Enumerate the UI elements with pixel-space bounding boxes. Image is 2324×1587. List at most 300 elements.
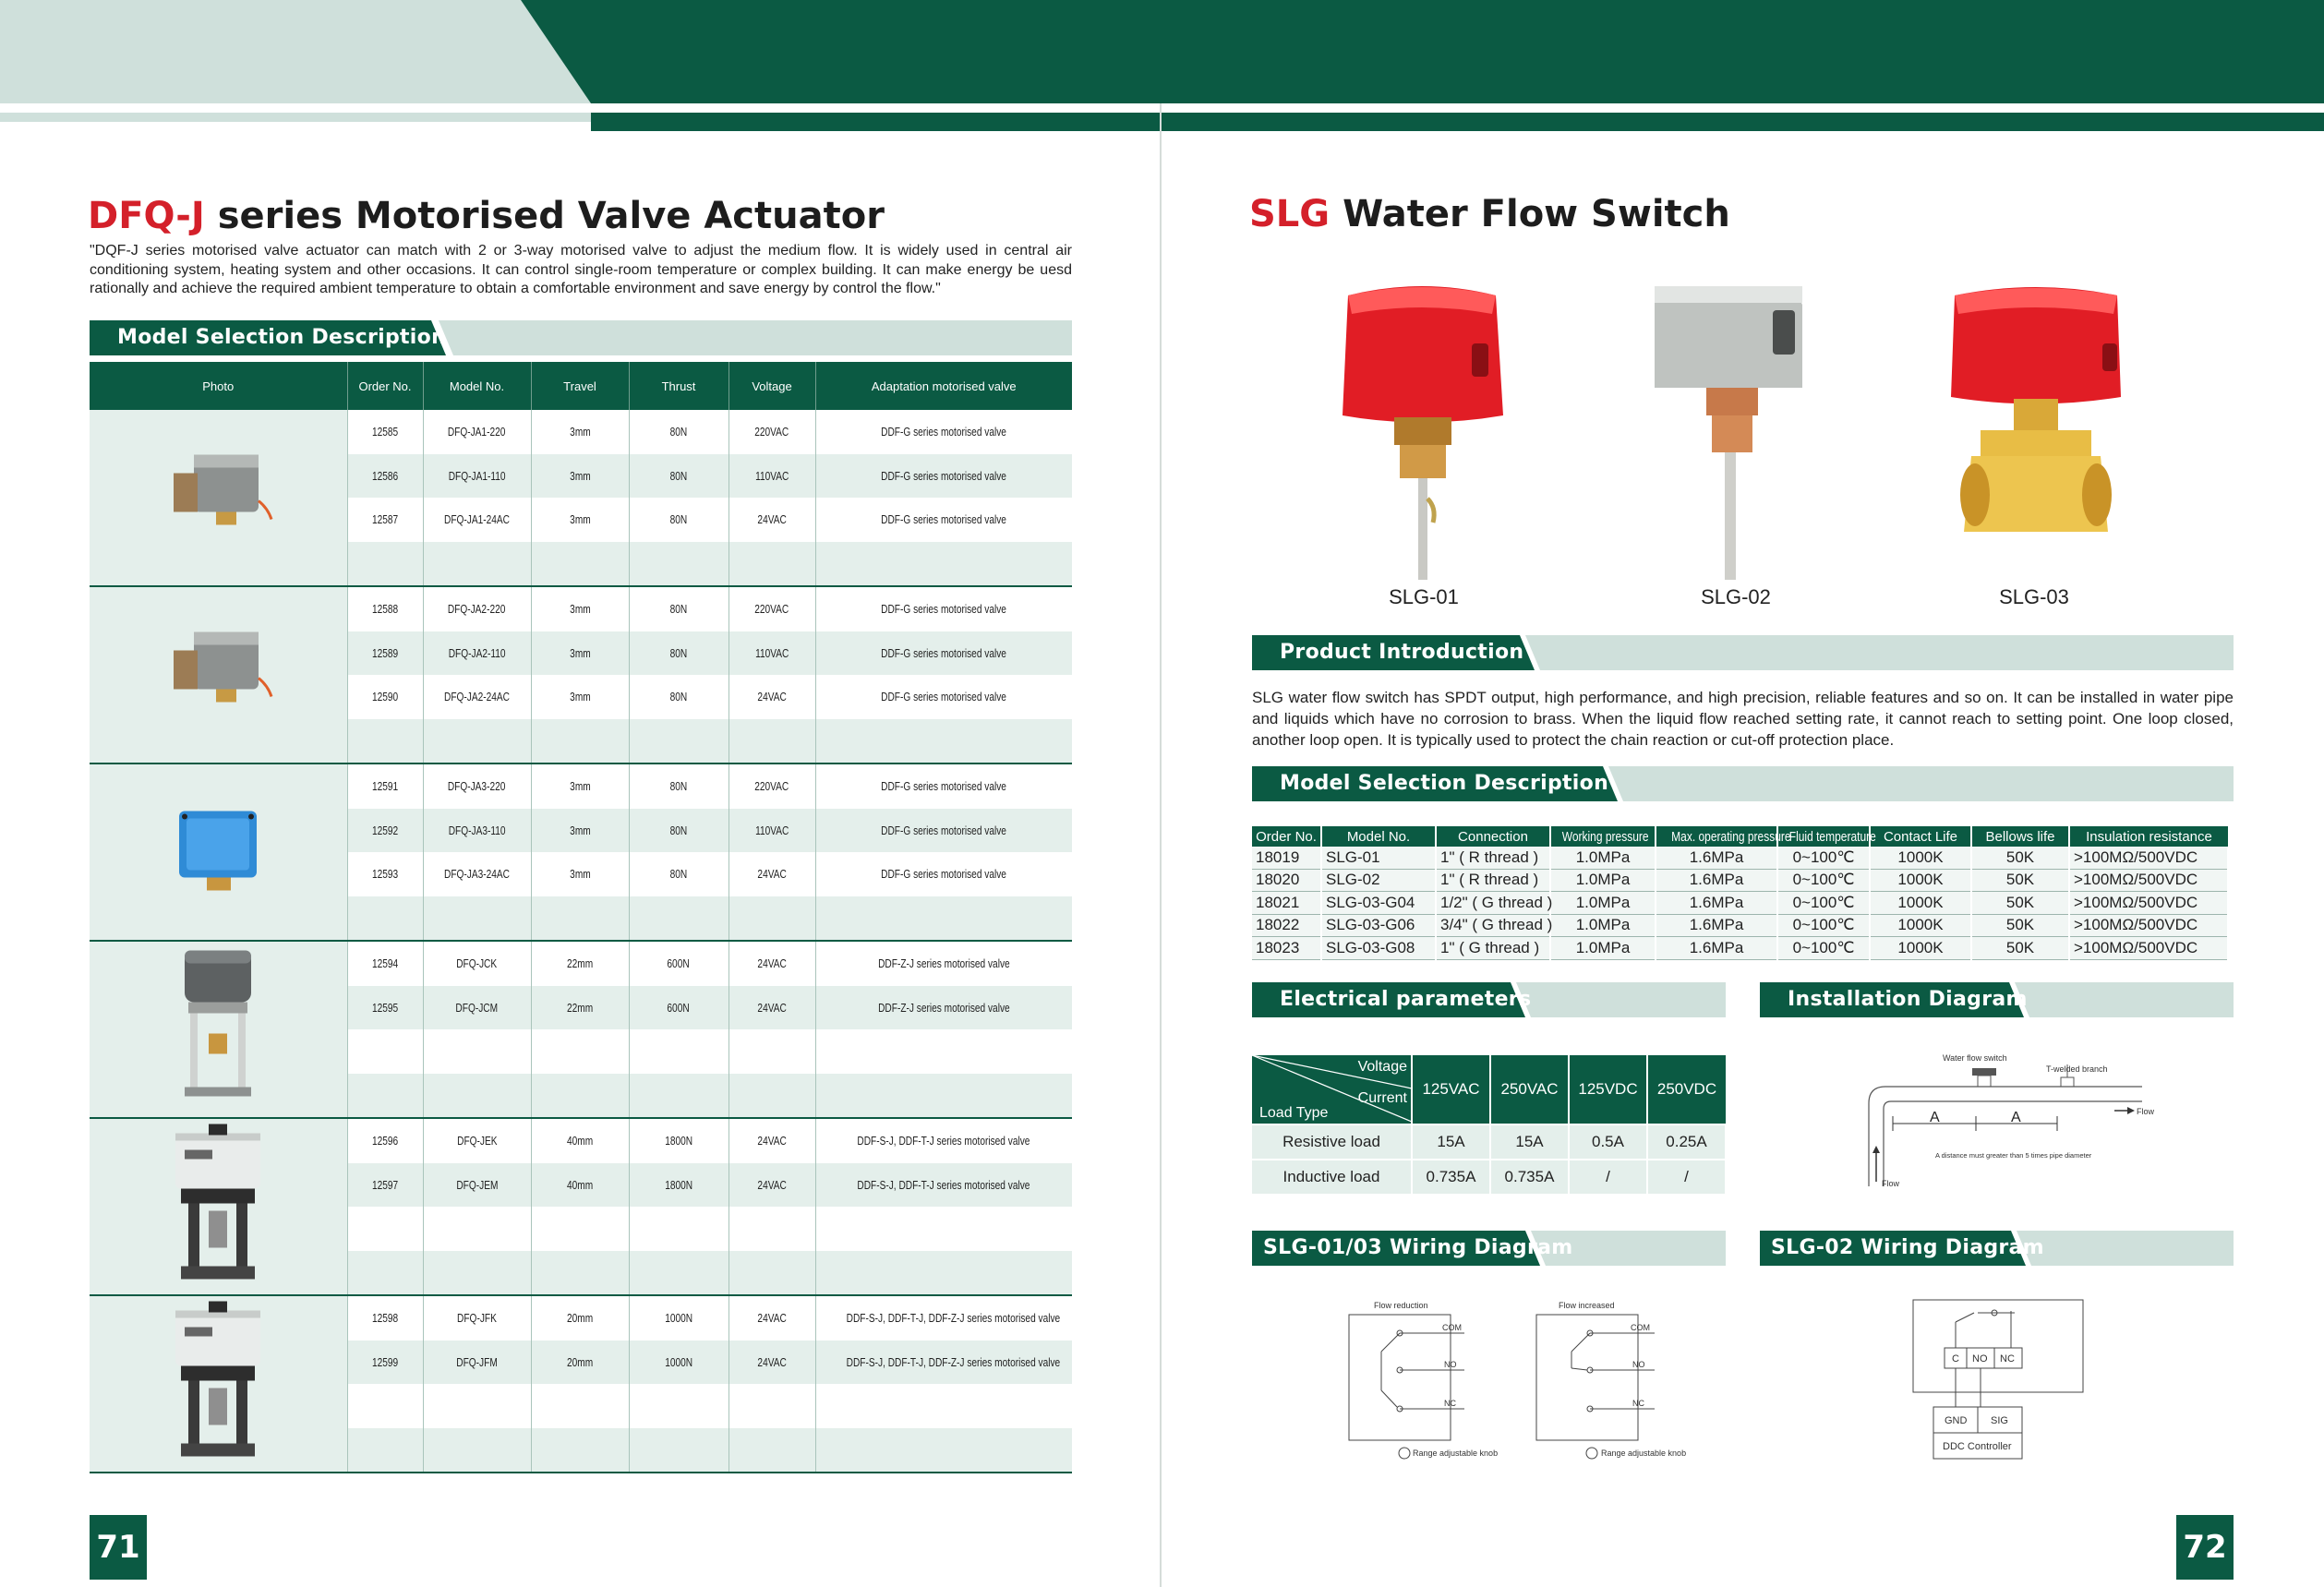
cell-text: 110VAC [754,645,789,660]
table-cell [729,410,815,454]
table-cell [815,1295,1072,1341]
table-cell: 1" ( R thread ) [1436,869,1550,892]
table-cell: 1000K [1870,892,1971,915]
empty-cell [729,719,815,764]
table-cell [347,631,423,676]
table-cell [629,1295,729,1341]
table-cell: 50K [1971,937,2069,960]
table-cell [729,1295,815,1341]
cell-text: DDF-S-J, DDF-T-J, DDF-Z-J series motorised valve [846,1354,1060,1369]
empty-cell [729,1251,815,1296]
page-number-left: 71 [90,1515,147,1580]
red-flow-switch-icon [1330,277,1514,582]
empty-cell [347,1074,423,1119]
table-cell [531,631,629,676]
wiring-02-no: NO [1972,1353,1988,1365]
cell-text: DFQ-JA2-220 [448,602,506,617]
wiring-flow-increased [1536,1301,1686,1459]
table-cell [729,586,815,631]
empty-cell [815,1207,1072,1251]
slg-col-header-text: Connection [1458,828,1528,845]
cell-text: 12593 [371,867,399,882]
table-cell [531,586,629,631]
slg-col-header [1436,826,1550,847]
right-title-text: Water Flow Switch [1330,193,1730,235]
table-cell [423,410,531,454]
cell-text: 12585 [371,425,399,439]
electrical-value: 0.735A [1412,1160,1490,1194]
cell-text: DDF-Z-J series motorised valve [877,956,1010,971]
cell-text: DFQ-JA3-24AC [443,867,511,882]
electrical-value: / [1647,1160,1726,1194]
cell-text: DDF-S-J, DDF-T-J series motorised valve [857,1134,1030,1148]
table-cell: >100MΩ/500VDC [2069,869,2228,892]
table-cell: 1000K [1870,869,1971,892]
cell-text: DFQ-JA3-110 [448,823,506,837]
table-cell [531,809,629,853]
cell-text: 80N [669,468,688,483]
cell-text: DDF-S-J, DDF-T-J, DDF-Z-J series motorised valve [846,1311,1060,1326]
empty-cell [423,1251,531,1296]
table-cell: 1/2" ( G thread ) [1436,892,1550,915]
wiring-right-caption: Flow increased [1559,1301,1615,1310]
table-cell: 18023 [1252,937,1321,960]
cell-text: 1800N [665,1134,692,1148]
empty-cell [629,542,729,587]
table-cell [347,586,423,631]
gray-actuator-icon [163,446,273,550]
cell-text: DFQ-JA1-24AC [443,512,511,527]
wiring-left-no: NO [1444,1360,1457,1369]
table-row [90,763,1072,809]
cell-text: 3mm [569,602,591,617]
table-cell: SLG-03-G06 [1321,914,1436,937]
cell-text: 80N [669,867,688,882]
table-cell [629,941,729,986]
slg-col-header-text: Working pressure [1561,828,1649,845]
cell-text: DDF-Z-J series motorised valve [877,1000,1010,1015]
left-title-text: series Motorised Valve Actuator [204,195,885,237]
cell-text: DDF-G series motorised valve [881,425,1007,439]
table-cell [423,1163,531,1208]
table-cell [347,454,423,499]
table-cell [815,586,1072,631]
slg-col-header-text: Max. operating pressure [1671,828,1791,845]
white-actuator-icon [163,1123,273,1292]
slg-col-header [1321,826,1436,847]
red-brass-flow-switch-icon [1944,277,2128,545]
empty-cell [423,896,531,942]
wiring-left-knob: Range adjustable knob [1413,1449,1499,1458]
table-cell [729,454,815,499]
empty-cell [347,1029,423,1074]
slg-col-header-text: Insulation resistance [2086,828,2212,845]
right-intro-paragraph: SLG water flow switch has SPDT output, high performance, and high precision, reliable features and so on. It can be installed in water pipe and liquids which have no corrosion to brass. When the liquid flow reached setting rate, it cannot reach to setting point. One loop closed, another loop open. It is typically used to protect the chain reaction or cut-off protection place. [1252,689,2234,749]
table-cell [729,852,815,896]
cell-text: 80N [669,512,688,527]
table-cell: 1000K [1870,847,1971,869]
empty-cell [815,896,1072,942]
empty-cell [729,1428,815,1473]
table-cell [347,675,423,719]
wiring-02-nc: NC [2000,1353,2015,1365]
electrical-value: / [1569,1160,1647,1194]
empty-cell [531,719,629,764]
table-cell [729,1163,815,1208]
empty-cell [815,1251,1072,1296]
electrical-row-label: Resistive load [1252,1124,1412,1160]
cell-text: DDF-G series motorised valve [881,602,1007,617]
table-cell [423,1295,531,1341]
table-cell [629,1341,729,1385]
cell-text: DDF-G series motorised valve [881,512,1007,527]
cell-text: 220VAC [754,425,789,439]
actuator-photo-cell [90,763,347,941]
empty-cell [729,1207,815,1251]
caption-slg-03: SLG-03 [1999,585,2069,608]
table-cell [629,1118,729,1163]
cell-text: DFQ-JCM [455,1000,499,1015]
empty-cell [423,1428,531,1473]
cell-text: 20mm [566,1311,594,1326]
cell-text: DDF-G series motorised valve [881,468,1007,483]
empty-cell [531,896,629,942]
table-cell [531,1118,629,1163]
actuator-photo-cell [90,941,347,1118]
cell-text: 12591 [371,779,399,794]
installation-diagram [1865,1048,2161,1196]
cell-text: 12590 [371,690,399,704]
cell-text: 3mm [569,690,591,704]
slg-col-header [1777,826,1876,847]
table-cell [531,941,629,986]
table-cell [815,986,1072,1030]
table-cell [347,809,423,853]
cell-text: 24VAC [757,512,787,527]
cell-text: 12594 [371,956,399,971]
table-row [1252,869,2228,892]
table-cell [347,763,423,809]
table-cell [347,1295,423,1341]
cell-text: DFQ-JEM [455,1177,499,1192]
table-cell: 50K [1971,869,2069,892]
wiring-flow-reduction [1349,1301,1498,1459]
table-cell [423,986,531,1030]
cell-text: 24VAC [757,867,787,882]
actuator-col-header: Order No. [347,362,423,410]
slg-table-header [1252,826,2228,847]
electrical-row [1252,1160,1726,1194]
actuator-table [90,362,1072,1473]
slg-col-header-text: Model No. [1346,828,1411,845]
wiring-right-no: NO [1632,1360,1645,1369]
empty-cell [629,1207,729,1251]
cell-text: 22mm [566,956,594,971]
wiring-left-nc: NC [1444,1399,1456,1408]
wiring-02-sig: SIG [1991,1415,2008,1426]
empty-cell [815,1428,1072,1473]
empty-cell [531,1251,629,1296]
cell-text: 3mm [569,779,591,794]
table-cell: >100MΩ/500VDC [2069,937,2228,960]
table-cell: >100MΩ/500VDC [2069,892,2228,915]
electrical-value: 0.5A [1569,1124,1647,1160]
table-cell [531,1163,629,1208]
installation-title: Installation Diagram [1788,988,2028,1011]
cell-text: 24VAC [757,1311,787,1326]
table-cell: 18020 [1252,869,1321,892]
slg-col-header [2069,826,2228,847]
install-label-flow-in: Flow [1882,1179,1900,1188]
table-cell: SLG-03-G04 [1321,892,1436,915]
cell-text: 220VAC [754,602,789,617]
empty-cell [531,542,629,587]
empty-cell [531,1207,629,1251]
empty-cell [531,1074,629,1119]
cell-text: 40mm [566,1177,594,1192]
empty-cell [531,1384,629,1428]
installation-tab [1760,982,2234,1017]
slg-col-header-text: Fluid temperature [1788,828,1876,845]
header-band [0,0,2324,131]
table-cell [531,986,629,1030]
cell-text: DDF-G series motorised valve [881,867,1007,882]
table-cell [347,1341,423,1385]
install-label-switch: Water flow switch [1943,1053,2007,1063]
cell-text: DDF-S-J, DDF-T-J series motorised valve [857,1177,1030,1192]
wiring-0103-tab [1252,1231,1726,1266]
table-cell: SLG-02 [1321,869,1436,892]
install-label-flow-out: Flow [2137,1107,2155,1116]
electrical-row [1252,1124,1726,1160]
table-cell [629,586,729,631]
wiring-02-diagram [1908,1294,2092,1470]
table-cell [629,454,729,499]
table-cell: 1.0MPa [1550,937,1656,960]
table-row [1252,892,2228,915]
table-cell: 1000K [1870,937,1971,960]
cell-text: 24VAC [757,956,787,971]
table-cell [815,852,1072,896]
empty-cell [347,719,423,764]
table-cell: 0~100℃ [1777,914,1870,937]
cell-text: 22mm [566,1000,594,1015]
cell-text: 80N [669,645,688,660]
empty-cell [815,1384,1072,1428]
cell-text: DFQ-JFK [457,1311,497,1326]
electrical-value: 0.25A [1647,1124,1726,1160]
table-cell [729,1118,815,1163]
table-cell [629,809,729,853]
table-cell [531,498,629,542]
blue-actuator-icon [163,800,273,905]
caption-slg-02: SLG-02 [1701,585,1771,608]
cell-text: 3mm [569,468,591,483]
table-cell [531,763,629,809]
empty-cell [629,1428,729,1473]
table-cell: 1000K [1870,914,1971,937]
actuator-col-header: Model No. [423,362,531,410]
cell-text: 12595 [371,1000,399,1015]
table-cell [531,454,629,499]
table-cell: 18019 [1252,847,1321,869]
cell-text: 12592 [371,823,399,837]
table-cell: 1.6MPa [1656,847,1777,869]
empty-cell [423,1029,531,1074]
table-cell [531,675,629,719]
table-cell: 1.6MPa [1656,892,1777,915]
cell-text: 600N [667,956,691,971]
slg-col-header [1252,826,1321,847]
empty-cell [729,542,815,587]
electrical-col-header: 125VAC [1412,1055,1490,1124]
caption-slg-01: SLG-01 [1389,585,1459,608]
cell-text: 1000N [665,1311,692,1326]
wiring-right-knob: Range adjustable knob [1601,1449,1687,1458]
empty-cell [629,719,729,764]
table-row [1252,914,2228,937]
table-cell [815,941,1072,986]
table-cell [729,986,815,1030]
wiring-left-com: COM [1442,1323,1462,1332]
table-cell [531,1341,629,1385]
empty-cell [815,719,1072,764]
cell-text: DDF-G series motorised valve [881,823,1007,837]
table-cell: 18022 [1252,914,1321,937]
empty-cell [423,719,531,764]
table-cell [423,454,531,499]
table-cell [347,941,423,986]
wiring-02-tab [1760,1231,2234,1266]
electrical-row-label: Inductive load [1252,1160,1412,1194]
electrical-table [1252,1055,1727,1194]
wiring-02-title: SLG-02 Wiring Diagram [1771,1236,2044,1259]
table-cell [629,631,729,676]
cell-text: 12589 [371,645,399,660]
table-cell: 0~100℃ [1777,847,1870,869]
wiring-02-gnd: GND [1945,1415,1968,1426]
cell-text: 24VAC [757,690,787,704]
wiring-right-com: COM [1631,1323,1650,1332]
page-divider [1160,103,1162,1587]
corner-voltage: Voltage [1357,1059,1407,1075]
table-cell [629,986,729,1030]
cell-text: DFQ-JA1-220 [448,425,506,439]
table-cell [629,1163,729,1208]
table-cell [347,410,423,454]
table-cell [423,1341,531,1385]
electrical-value: 15A [1412,1124,1490,1160]
empty-cell [347,1428,423,1473]
table-cell: 1.0MPa [1550,847,1656,869]
table-row [90,1118,1072,1163]
wiring-0103-diagram [1344,1298,1714,1464]
actuator-col-header: Voltage [729,362,815,410]
table-cell [423,498,531,542]
cell-text: 12598 [371,1311,399,1326]
gray-actuator-icon [163,623,273,727]
table-cell: >100MΩ/500VDC [2069,914,2228,937]
empty-cell [423,1074,531,1119]
empty-cell [729,1029,815,1074]
table-cell [815,1341,1072,1385]
empty-cell [629,896,729,942]
electrical-title: Electrical parameters [1280,988,1532,1011]
cell-text: DFQ-JA3-220 [448,779,506,794]
cell-text: 110VAC [754,823,789,837]
empty-cell [729,1074,815,1119]
table-cell [729,631,815,676]
cell-text: 3mm [569,867,591,882]
electrical-tab [1252,982,1726,1017]
left-intro-paragraph: "DQF-J series motorised valve actuator can match with 2 or 3-way motorised valve to adjust the medium flow. It is widely used in central air conditioning system, heating system and other occasions. It can control single-room temperature or complex building. It can make energy be uesd rationally and achieve the required ambient temperature to obtain a comfortable environment and save energy by control the flow." [90,243,1072,296]
left-section-title: Model Selection Description [117,326,447,349]
table-cell: 1" ( R thread ) [1436,847,1550,869]
wiring-right-nc: NC [1632,1399,1644,1408]
gray-flow-switch-icon [1636,277,1821,582]
empty-cell [815,1029,1072,1074]
table-cell [423,675,531,719]
table-cell [729,763,815,809]
actuator-col-header: Travel [531,362,629,410]
slg-col-header [1971,826,2069,847]
table-cell [815,454,1072,499]
empty-cell [347,542,423,587]
table-cell [347,986,423,1030]
electrical-col-header: 250VDC [1647,1055,1726,1124]
cell-text: DFQ-JA1-110 [448,468,506,483]
cell-text: DDF-G series motorised valve [881,690,1007,704]
table-cell [423,763,531,809]
cell-text: 12588 [371,602,399,617]
table-cell [423,586,531,631]
cell-text: 3mm [569,512,591,527]
electrical-col-header: 250VAC [1490,1055,1569,1124]
slg-col-header-text: Contact Life [1883,828,1958,845]
cell-text: 24VAC [757,1177,787,1192]
cell-text: 110VAC [754,468,789,483]
table-cell: 50K [1971,847,2069,869]
empty-cell [347,1251,423,1296]
cell-text: 80N [669,425,688,439]
empty-cell [531,1029,629,1074]
slg-model-table [1252,826,2229,960]
right-page-title [1249,192,1730,236]
left-page-title [88,194,885,238]
table-cell: 1.0MPa [1550,892,1656,915]
table-cell [347,852,423,896]
cell-text: 1800N [665,1177,692,1192]
table-cell [629,675,729,719]
slg-col-header [1870,826,1971,847]
electrical-value: 0.735A [1490,1160,1569,1194]
table-cell [423,852,531,896]
right-model-tab [1252,766,2234,801]
table-cell: 3/4" ( G thread ) [1436,914,1550,937]
table-cell [423,941,531,986]
install-label-note: A distance must greater than 5 times pipe diameter [1935,1151,2092,1160]
table-cell [815,1163,1072,1208]
table-cell [815,763,1072,809]
cell-text: DDF-G series motorised valve [881,779,1007,794]
cell-text: DFQ-JFM [456,1354,498,1369]
empty-cell [629,1384,729,1428]
cell-text: 12587 [371,512,399,527]
cell-text: DFQ-JEK [456,1134,498,1148]
cell-text: 80N [669,779,688,794]
empty-cell [729,1384,815,1428]
slg-col-header [1550,826,1656,847]
